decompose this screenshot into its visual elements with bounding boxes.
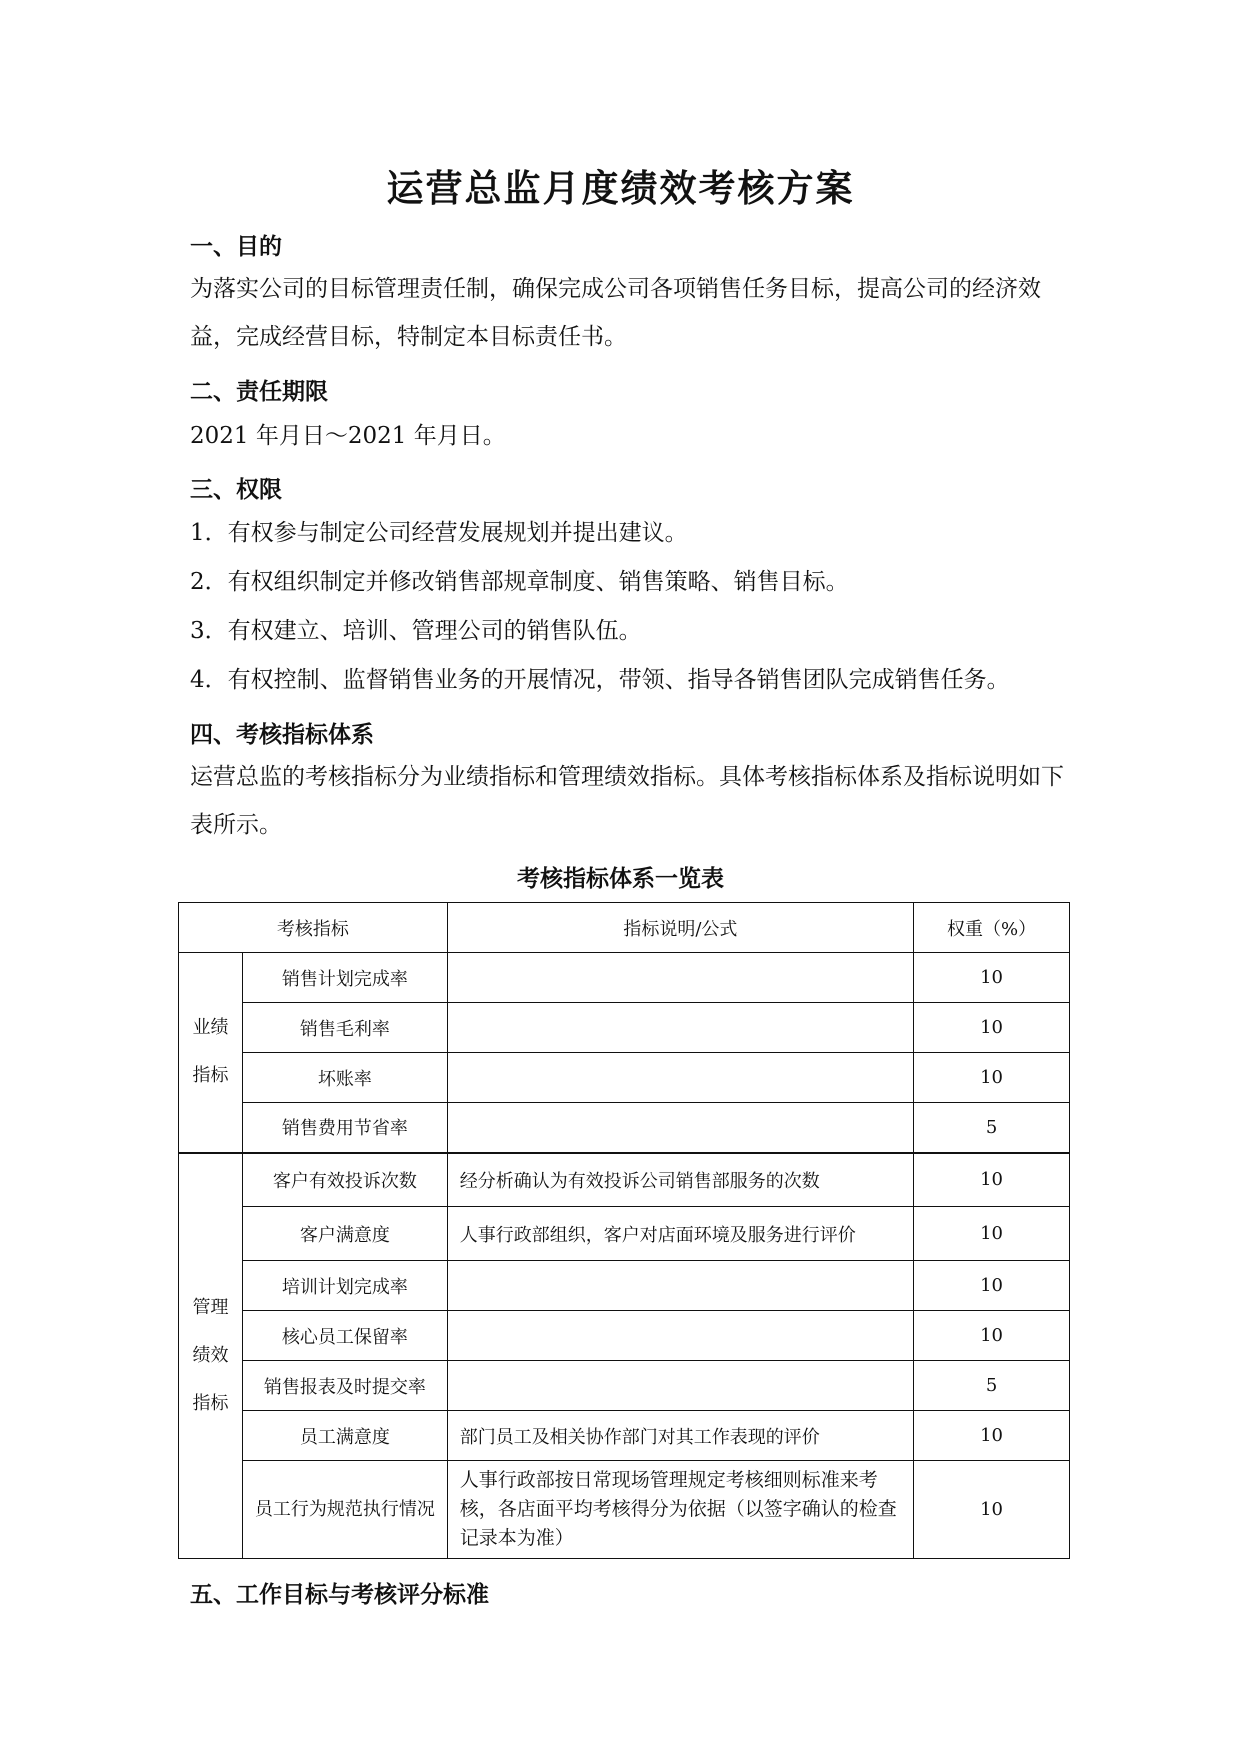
indicator-name: 培训计划完成率 xyxy=(242,1261,447,1311)
table-row xyxy=(179,953,1070,1003)
category-label: 指标 xyxy=(192,1392,229,1414)
indicator-name: 销售毛利率 xyxy=(242,1003,447,1053)
authority-item: 1．有权参与制定公司经营发展规划并提出建议。 xyxy=(190,520,688,546)
header-cell: 权重（%） xyxy=(914,903,1070,953)
indicator-desc xyxy=(447,1361,913,1411)
indicator-desc: 人事行政部组织，客户对店面环境及服务进行评价 xyxy=(447,1207,913,1261)
indicator-weight: 10 xyxy=(914,1461,1070,1559)
header-cell: 考核指标 xyxy=(179,903,448,953)
category-cell xyxy=(179,1153,243,1559)
table-row xyxy=(179,1461,1070,1559)
section-heading-targets: 五、工作目标与考核评分标准 xyxy=(190,1581,489,1608)
section-heading-authority: 三、权限 xyxy=(190,476,282,503)
indicator-weight: 5 xyxy=(914,1361,1070,1411)
indicator-name: 坏账率 xyxy=(242,1053,447,1103)
header-cell: 指标说明/公式 xyxy=(447,903,913,953)
table-caption: 考核指标体系一览表 xyxy=(517,865,724,892)
indicator-weight: 5 xyxy=(914,1103,1070,1153)
category-label: 管理 xyxy=(192,1296,229,1318)
section-body-purpose: 为落实公司的目标管理责任制，确保完成公司各项销售任务目标，提高公司的经济效益，完成经营目标，特制定本目标责任书。 xyxy=(190,276,1041,350)
authority-item: 3．有权建立、培训、管理公司的销售队伍。 xyxy=(190,618,642,644)
indicator-desc: 部门员工及相关协作部门对其工作表现的评价 xyxy=(447,1411,913,1461)
category-label: 指标 xyxy=(192,1065,229,1087)
document-title: 运营总监月度绩效考核方案 xyxy=(386,166,855,210)
section-body-term: 2021 年月日～2021 年月日。 xyxy=(190,423,506,449)
indicator-name: 销售计划完成率 xyxy=(242,953,447,1003)
indicator-name: 销售报表及时提交率 xyxy=(242,1361,447,1411)
indicator-desc xyxy=(447,1311,913,1361)
indicator-weight: 10 xyxy=(914,1261,1070,1311)
indicator-desc xyxy=(447,953,913,1003)
indicator-weight: 10 xyxy=(914,1153,1070,1207)
section-heading-purpose: 一、目的 xyxy=(190,233,282,260)
indicator-weight: 10 xyxy=(914,1311,1070,1361)
indicator-desc: 经分析确认为有效投诉公司销售部服务的次数 xyxy=(447,1153,913,1207)
indicator-weight: 10 xyxy=(914,1411,1070,1461)
table-row xyxy=(179,1003,1070,1053)
indicator-desc xyxy=(447,1261,913,1311)
table-row xyxy=(179,1103,1070,1153)
table-row xyxy=(179,1311,1070,1361)
category-label: 绩效 xyxy=(192,1344,229,1366)
table-row xyxy=(179,1261,1070,1311)
authority-item: 4．有权控制、监督销售业务的开展情况，带领、指导各销售团队完成销售任务。 xyxy=(190,667,1010,693)
indicator-name: 客户满意度 xyxy=(242,1207,447,1261)
indicator-name: 销售费用节省率 xyxy=(242,1103,447,1153)
table-row xyxy=(179,1153,1070,1207)
indicator-weight: 10 xyxy=(914,1207,1070,1261)
category-cell xyxy=(179,953,243,1153)
indicator-name: 员工行为规范执行情况 xyxy=(242,1461,447,1559)
indicator-weight: 10 xyxy=(914,1003,1070,1053)
section-heading-term: 二、责任期限 xyxy=(190,378,328,405)
table-row xyxy=(179,1411,1070,1461)
category-label: 业绩 xyxy=(192,1017,229,1039)
indicator-name: 员工满意度 xyxy=(242,1411,447,1461)
indicator-name: 核心员工保留率 xyxy=(242,1311,447,1361)
indicator-weight: 10 xyxy=(914,1053,1070,1103)
indicator-desc xyxy=(447,1053,913,1103)
indicator-desc: 人事行政部按日常现场管理规定考核细则标准来考核，各店面平均考核得分为依据（以签字确认的检查记录本为准） xyxy=(447,1461,913,1559)
section-body-kpi-system: 运营总监的考核指标分为业绩指标和管理绩效指标。具体考核指标体系及指标说明如下表所示。 xyxy=(190,764,1064,838)
section-heading-kpi-system: 四、考核指标体系 xyxy=(190,721,374,748)
kpi-table xyxy=(178,902,1070,1559)
indicator-desc xyxy=(447,1003,913,1053)
indicator-weight: 10 xyxy=(914,953,1070,1003)
table-row xyxy=(179,1361,1070,1411)
table-row xyxy=(179,1053,1070,1103)
indicator-name: 客户有效投诉次数 xyxy=(242,1153,447,1207)
table-header-row xyxy=(179,903,1070,953)
authority-item: 2．有权组织制定并修改销售部规章制度、销售策略、销售目标。 xyxy=(190,569,849,595)
indicator-desc xyxy=(447,1103,913,1153)
table-row xyxy=(179,1207,1070,1261)
